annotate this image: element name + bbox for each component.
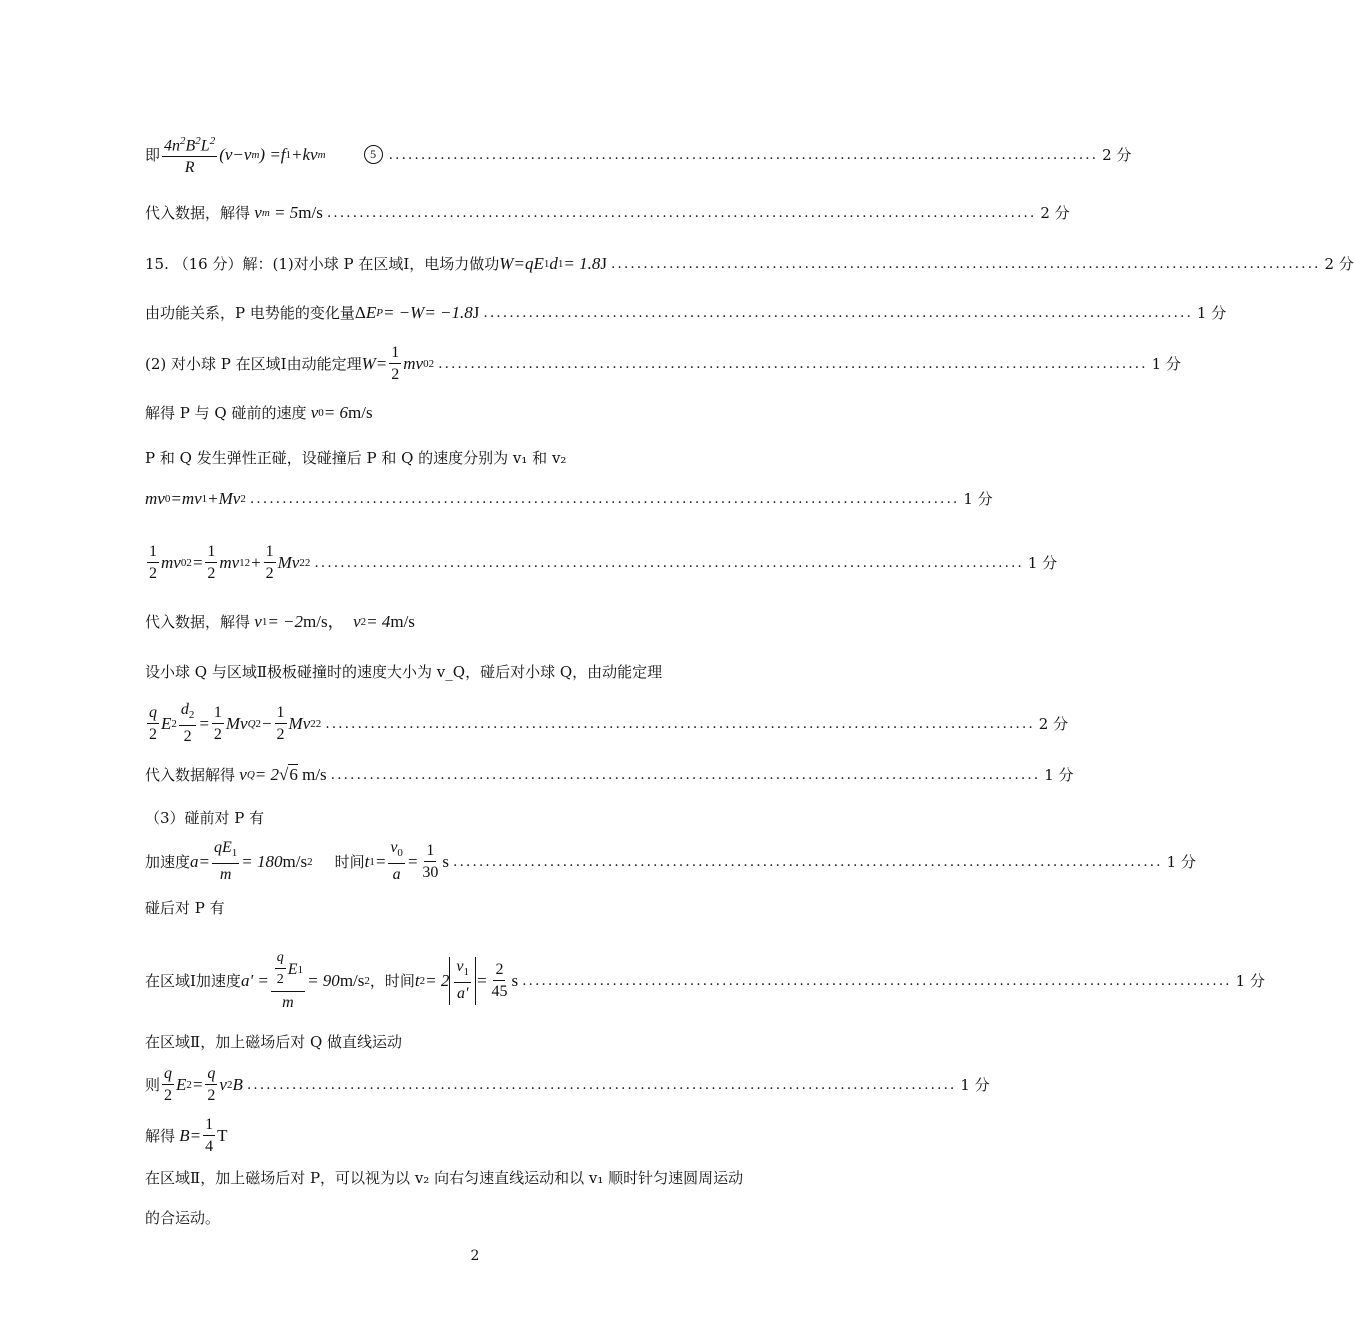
solution-line	[145, 1208, 805, 1228]
equation: mv 0 = mv 1 + Mv 2	[145, 489, 246, 508]
solution-line	[145, 130, 1132, 180]
solution-line	[145, 612, 805, 632]
line-text: 碰后对 P 有	[145, 899, 225, 917]
equation: $\frac{q}{2}$ E 2 $\frac{d_2}{2}$ = $\frac{1}{2}$ Mv Q 2 − $\frac{1}{2}$ Mv 2 2	[149, 700, 322, 746]
equation: t 2 = 2 $\frac{v_1}{a'}$ = $\frac{2}{45}$ s	[415, 957, 518, 1005]
leader-dots: ..............................................................................................................	[330, 766, 1041, 783]
solution-line	[145, 898, 805, 918]
solution-line	[145, 1168, 805, 1188]
line-text: 代入数据，解得	[145, 204, 251, 222]
line-text: 加速度	[145, 853, 191, 871]
solution-line	[145, 203, 1070, 223]
line-text: 设小球 Q 与区域Ⅱ极板碰撞时的速度大小为 v_Q，碰后对小球 Q，由动能定理	[145, 663, 663, 681]
score-label: 2 分	[1324, 255, 1354, 273]
leader-dots: ..............................................................................................................	[438, 356, 1148, 372]
score-label: 1 分	[960, 1076, 990, 1094]
score-label: 1 分	[1235, 972, 1265, 990]
line-text: 在区域Ⅱ，加上磁场后对 Q 做直线运动	[145, 1033, 403, 1051]
solution-line	[145, 808, 805, 828]
equation: B = $\frac{1}{4}$ T	[179, 1115, 228, 1155]
score-label: 2 分	[1102, 146, 1132, 164]
solution-line	[145, 700, 1069, 746]
solution-line	[145, 254, 1354, 274]
line-text: (2) 对小球 P 在区域Ⅰ由动能定理	[145, 355, 362, 373]
equation: a = $\frac{qE_1}{m}$ = 180 m/s 2	[190, 838, 313, 884]
score-label: 1 分	[1151, 355, 1181, 373]
line-text: P 和 Q 发生弹性正碰，设碰撞后 P 和 Q 的速度分别为 v₁ 和 v₂	[145, 449, 567, 467]
equation: a ' = $\frac{q}{2}$ E 1 m = 90 m/s 2	[240, 950, 370, 1011]
solution-line	[145, 542, 1058, 584]
line-text: 的合运动。	[145, 1209, 221, 1227]
score-label: 2 分	[1040, 204, 1070, 222]
page-number: 2	[470, 1248, 480, 1264]
leader-dots: ..............................................................................................................	[453, 854, 1163, 870]
line-text: 时间	[334, 853, 365, 871]
equation: $\frac{q}{2}$ E 2 = $\frac{q}{2}$ v 2 B	[164, 1064, 243, 1104]
line-text: 在区域Ⅰ加速度	[145, 972, 241, 990]
score-label: 1 分	[963, 490, 993, 508]
equation: Δ E P = − W = −1.8 J	[354, 303, 480, 322]
equation: $\frac{4n^2B^2L^2}{R}$ ( v − v m ) = f 1 + kv m 5	[160, 131, 385, 179]
line-text: 代入数据解得	[145, 765, 236, 784]
line-text: 即	[145, 146, 161, 164]
solution-line	[145, 838, 1196, 884]
score-label: 1 分	[1196, 304, 1227, 322]
equation: W = $\frac{1}{2}$ mv 0 2	[361, 343, 435, 383]
solution-line	[145, 403, 805, 423]
line-text: 代入数据，解得	[145, 613, 251, 631]
solution-line	[145, 1032, 805, 1052]
leader-dots: ..............................................................................................................	[249, 491, 960, 507]
line-text: ，时间	[369, 972, 415, 990]
score-label: 2 分	[1038, 715, 1069, 733]
line-text: 由功能关系，P 电势能的变化量	[145, 304, 355, 322]
equation: v 1 = −2 m/s ， v 2 = 4 m/s	[254, 612, 415, 631]
score-label: 1 分	[1027, 554, 1058, 572]
solution-line	[145, 662, 805, 682]
line-text: （3）碰前对 P 有	[145, 809, 265, 827]
solution-line	[145, 940, 1265, 1022]
solution-line	[145, 489, 993, 509]
line-text: 15. （16 分）解：(1)对小球 P 在区域Ⅰ，电场力做功	[145, 255, 500, 273]
leader-dots: ..............................................................................................................	[610, 256, 1321, 272]
leader-dots: ..............................................................................................................	[326, 205, 1037, 221]
score-label: 1 分	[1166, 853, 1196, 871]
leader-dots: ..............................................................................................................	[388, 147, 1099, 163]
equation: v m = 5 m/s	[254, 203, 323, 222]
line-text: 则	[145, 1076, 161, 1094]
solution-line	[145, 303, 1227, 323]
line-text: 解得	[145, 1127, 176, 1145]
leader-dots: ..............................................................................................................	[522, 973, 1232, 989]
leader-dots: ..............................................................................................................	[246, 1077, 957, 1093]
equation: v 0 = 6 m/s	[310, 403, 373, 422]
line-text: 解得 P 与 Q 碰前的速度	[145, 404, 307, 422]
solution-line	[145, 1115, 805, 1157]
solution-line	[145, 343, 1181, 385]
solution-line	[145, 448, 805, 468]
leader-dots: ..............................................................................................................	[325, 716, 1035, 732]
solution-line	[145, 764, 1074, 785]
equation: $\frac{1}{2}$ mv 0 2 = $\frac{1}{2}$ mv 1 2 + $\frac{1}{2}$ Mv 2 2	[149, 542, 311, 582]
score-label: 1 分	[1044, 765, 1074, 784]
line-text: 在区域Ⅱ，加上磁场后对 P，可以视为以 v₂ 向右匀速直线运动和以 v₁ 顺时针匀速圆周运动	[145, 1169, 744, 1187]
equation: v Q = 2 √ 6 m/s	[239, 764, 327, 784]
equation: t 1 = $\frac{v_0}{a}$ = $\frac{1}{30}$ s	[364, 838, 450, 884]
leader-dots: ..............................................................................................................	[314, 555, 1024, 571]
solution-line	[145, 1064, 990, 1106]
equation: W = qE 1 d 1 = 1.8 J	[499, 254, 607, 273]
leader-dots: ..............................................................................................................	[483, 305, 1193, 321]
